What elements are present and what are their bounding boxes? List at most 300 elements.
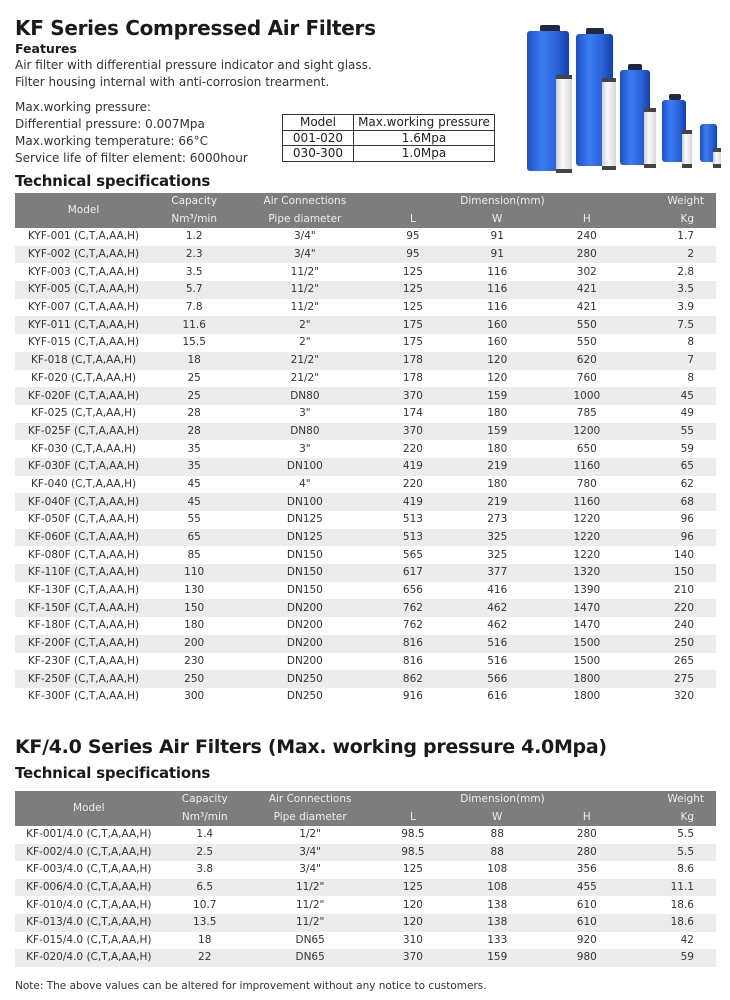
- cell-h: 1320: [542, 564, 632, 582]
- cell-l: 617: [373, 564, 452, 582]
- cell-h: 980: [542, 949, 632, 967]
- cell-weight: 42: [680, 933, 694, 946]
- cell-weight: 3.9: [677, 301, 694, 314]
- cell-w: 138: [487, 898, 508, 911]
- table-row: [15, 511, 716, 529]
- cell-pipe: DN100: [236, 493, 373, 511]
- cell-w: 159: [452, 949, 542, 967]
- table-row: [15, 281, 716, 299]
- cell-l: 120: [373, 914, 452, 932]
- cell-weight: 210: [673, 584, 694, 597]
- table-row: [15, 370, 716, 388]
- table-row: [15, 826, 716, 844]
- cell-weight: 275: [632, 670, 716, 688]
- cell-w: 416: [487, 584, 508, 597]
- table-row: [15, 617, 716, 635]
- cell-w: 462: [452, 599, 542, 617]
- col-capacity: Capacity: [152, 193, 236, 211]
- cell-pipe: 21/2": [236, 352, 373, 370]
- cell-capacity: 6.5: [163, 879, 247, 897]
- cell-model: KF-020/4.0 (C,T,A,AA,H): [15, 949, 163, 967]
- cell-h: 550: [542, 316, 632, 334]
- cell-weight: 5.5: [632, 844, 716, 862]
- cell-w: 566: [452, 670, 542, 688]
- cell-l: 862: [373, 670, 452, 688]
- cell-pipe: 21/2": [290, 371, 320, 384]
- cell-pipe: 11/2": [290, 265, 320, 278]
- cell-w: 120: [452, 352, 542, 370]
- cell-capacity: 2.3: [152, 246, 236, 264]
- col-w: W: [452, 809, 542, 827]
- cell-l: 98.5: [401, 828, 425, 841]
- cell-pipe: 11/2": [236, 281, 373, 299]
- cell-model: KF-130F (C,T,A,AA,H): [27, 584, 140, 597]
- table-row: [15, 316, 716, 334]
- cell-pipe: DN150: [236, 564, 373, 582]
- cell-l: 513: [373, 529, 452, 547]
- cell-pipe: DN150: [286, 548, 323, 561]
- cell-h: 1470: [542, 599, 632, 617]
- cell-h: 455: [542, 879, 632, 897]
- col-weight-unit: Kg: [632, 211, 716, 229]
- table-row: [15, 228, 716, 246]
- cell-pipe: DN100: [236, 458, 373, 476]
- cell-w: 116: [487, 301, 508, 314]
- cell-pipe: DN125: [286, 513, 323, 526]
- param-line: Service life of filter element: 6000hour: [15, 151, 248, 165]
- cell-h: 280: [576, 828, 597, 841]
- cell-l: 98.5: [373, 844, 452, 862]
- cell-h: 1390: [573, 584, 601, 597]
- cell-h: 1000: [542, 387, 632, 405]
- cell-h: 356: [576, 863, 597, 876]
- cell-w: 462: [487, 619, 508, 632]
- cell: 1.6Mpa: [354, 130, 495, 146]
- cell-capacity: 200: [152, 635, 236, 653]
- col-pipe: Pipe diameter: [247, 809, 373, 827]
- cell-weight: 240: [673, 619, 694, 632]
- cell-weight: 18.6: [632, 914, 716, 932]
- cell-l: 370: [373, 949, 452, 967]
- cell-pipe: DN125: [236, 529, 373, 547]
- col-weight: Weight: [632, 193, 716, 211]
- cell-l: 175: [402, 336, 423, 349]
- cell-l: 120: [402, 898, 423, 911]
- cell-model: KF-015/4.0 (C,T,A,AA,H): [26, 933, 152, 946]
- cell-w: 133: [487, 933, 508, 946]
- cell-h: 1200: [542, 423, 632, 441]
- cell-l: 419: [373, 458, 452, 476]
- cell-model: KF-230F (C,T,A,AA,H): [27, 654, 140, 667]
- cell-capacity: 3.8: [196, 863, 214, 876]
- table-row: [15, 458, 716, 476]
- cell-capacity: 28: [187, 407, 201, 420]
- cell-weight: 11.1: [632, 879, 716, 897]
- cell-pipe: 11/2": [290, 301, 320, 314]
- cell-weight: 65: [632, 458, 716, 476]
- cell-weight: 18.6: [670, 898, 694, 911]
- cell-h: 1160: [542, 493, 632, 511]
- table-row: [15, 688, 716, 706]
- cell-l: 419: [373, 493, 452, 511]
- cell-weight: 96: [680, 513, 694, 526]
- cell-weight: 8.6: [677, 863, 694, 876]
- param-line: Max.working pressure:: [15, 100, 151, 114]
- table-row: [15, 423, 716, 441]
- cell-pipe: 2": [236, 316, 373, 334]
- cell-model: KF-200F (C,T,A,AA,H): [15, 635, 152, 653]
- cell-l: 513: [402, 513, 423, 526]
- pressure-table: [282, 114, 495, 162]
- cell-pipe: DN200: [286, 654, 323, 667]
- cell-l: 178: [402, 371, 423, 384]
- cell-l: 125: [402, 863, 423, 876]
- col-pipe: Pipe diameter: [236, 211, 373, 229]
- cell-l: 220: [402, 442, 423, 455]
- cell-weight: 250: [632, 635, 716, 653]
- cell-l: 310: [402, 933, 423, 946]
- table-row: [15, 387, 716, 405]
- cell-model: KF-018 (C,T,A,AA,H): [15, 352, 152, 370]
- cell-capacity: 7.8: [185, 301, 203, 314]
- cell-h: 421: [542, 281, 632, 299]
- cell-w: 180: [487, 477, 508, 490]
- table-row: [15, 334, 716, 352]
- cell-w: 108: [452, 879, 542, 897]
- cell-model: KF-010/4.0 (C,T,A,AA,H): [26, 898, 152, 911]
- col-h: H: [542, 211, 632, 229]
- feature-line: Air filter with differential pressure indicator and sight glass.: [15, 58, 372, 72]
- cell-w: 273: [487, 513, 508, 526]
- cell-pipe: 4": [299, 477, 311, 490]
- cell-l: 178: [373, 352, 452, 370]
- cell-capacity: 18: [198, 933, 212, 946]
- cell-pipe: 3/4": [294, 230, 316, 243]
- cell-l: 370: [373, 387, 452, 405]
- cell-h: 1220: [573, 513, 601, 526]
- cell-w: 88: [490, 828, 504, 841]
- section-heading: Technical specifications: [15, 172, 211, 190]
- cell-l: 125: [402, 265, 423, 278]
- header-cell: Model: [283, 115, 354, 131]
- col-air: Air Connections: [247, 791, 373, 809]
- cell-pipe: 11/2": [295, 898, 325, 911]
- cell-capacity: 13.5: [163, 914, 247, 932]
- cell-pipe: DN65: [247, 949, 373, 967]
- table-row: [15, 932, 716, 950]
- table-row: [15, 879, 716, 897]
- table-row: [15, 529, 716, 547]
- cell-pipe: 3": [299, 442, 311, 455]
- cell-capacity: 28: [152, 423, 236, 441]
- cell-capacity: 11.6: [152, 316, 236, 334]
- table-row: [15, 635, 716, 653]
- cell-weight: 8: [687, 336, 694, 349]
- cell-model: KYF-007 (C,T,A,AA,H): [27, 301, 140, 314]
- cell-l: 220: [402, 477, 423, 490]
- cell-h: 610: [542, 914, 632, 932]
- cell-l: 565: [402, 548, 423, 561]
- cell-l: 125: [402, 301, 423, 314]
- cell-w: 116: [487, 265, 508, 278]
- cell-pipe: DN200: [236, 599, 373, 617]
- cell-capacity: 45: [187, 477, 201, 490]
- cell-model: KF-030 (C,T,A,AA,H): [30, 442, 137, 455]
- cell-weight: 7: [632, 352, 716, 370]
- cell-w: 159: [452, 423, 542, 441]
- cell-l: 816: [373, 635, 452, 653]
- cell-h: 1500: [573, 654, 601, 667]
- cell-pipe: DN65: [295, 933, 325, 946]
- table-row: [15, 844, 716, 862]
- cell-h: 302: [576, 265, 597, 278]
- cell-w: 180: [487, 407, 508, 420]
- col-capacity-unit: Nm³/min: [163, 809, 247, 827]
- cell-w: 377: [452, 564, 542, 582]
- cell-model: KYF-015 (C,T,A,AA,H): [27, 336, 140, 349]
- table-row: [15, 352, 716, 370]
- cell-h: 650: [576, 442, 597, 455]
- table-row: [15, 546, 716, 564]
- cell-l: 656: [402, 584, 423, 597]
- cell-model: KF-040F (C,T,A,AA,H): [15, 493, 152, 511]
- cell-weight: 59: [632, 949, 716, 967]
- cell-model: KF-002/4.0 (C,T,A,AA,H): [15, 844, 163, 862]
- cell-h: 1800: [573, 690, 601, 703]
- table-row: [15, 405, 716, 423]
- spec-table-kf40: [15, 791, 716, 967]
- table-row: [15, 861, 716, 879]
- cell: 030-300: [283, 146, 354, 162]
- col-l: L: [373, 211, 452, 229]
- cell-pipe: 1/2": [299, 828, 322, 841]
- cell-capacity: 35: [187, 442, 201, 455]
- table-row: [15, 670, 716, 688]
- cell-weight: 7.5: [632, 316, 716, 334]
- cell-capacity: 180: [184, 619, 205, 632]
- col-capacity: Capacity: [163, 791, 247, 809]
- cell-weight: 59: [680, 442, 694, 455]
- cell-w: 91: [490, 230, 504, 243]
- cell-model: KYF-001 (C,T,A,AA,H): [27, 230, 140, 243]
- cell-weight: 5.5: [677, 828, 694, 841]
- header-cell: Max.working pressure: [354, 115, 495, 131]
- table-row: [15, 582, 716, 600]
- cell-weight: 140: [673, 548, 694, 561]
- cell-model: KYF-005 (C,T,A,AA,H): [15, 281, 152, 299]
- cell-w: 219: [452, 493, 542, 511]
- cell-l: 95: [406, 230, 420, 243]
- cell-pipe: 3": [299, 407, 311, 420]
- col-w: W: [452, 211, 542, 229]
- cell-h: 280: [542, 844, 632, 862]
- table-row: [15, 949, 716, 967]
- cell-capacity: 1.4: [196, 828, 214, 841]
- cell-w: 516: [487, 654, 508, 667]
- col-model: Model: [15, 193, 152, 228]
- cell-h: 1470: [573, 619, 601, 632]
- cell-h: 620: [542, 352, 632, 370]
- cell-capacity: 45: [152, 493, 236, 511]
- cell-h: 610: [576, 898, 597, 911]
- table-row: [15, 263, 716, 281]
- page-title: KF Series Compressed Air Filters: [15, 16, 376, 40]
- table-row: [15, 564, 716, 582]
- param-line: Max.working temperature: 66°C: [15, 134, 208, 148]
- cell-model: KF-025 (C,T,A,AA,H): [30, 407, 137, 420]
- cell-weight: 96: [632, 529, 716, 547]
- features-heading: Features: [15, 41, 77, 56]
- cell-l: 816: [402, 654, 423, 667]
- cell-capacity: 25: [187, 371, 201, 384]
- cell-capacity: 130: [184, 584, 205, 597]
- cell-pipe: 3/4": [236, 246, 373, 264]
- cell-capacity: 25: [152, 387, 236, 405]
- param-line: Differential pressure: 0.007Mpa: [15, 117, 205, 131]
- cell-h: 1500: [542, 635, 632, 653]
- table-row: [15, 246, 716, 264]
- cell-h: 1160: [542, 458, 632, 476]
- col-capacity-unit: Nm³/min: [152, 211, 236, 229]
- spec-table-kf: [15, 193, 716, 706]
- cell-w: 160: [487, 336, 508, 349]
- cell-model: KF-150F (C,T,A,AA,H): [15, 599, 152, 617]
- cell-l: 762: [373, 599, 452, 617]
- col-h: H: [542, 809, 632, 827]
- cell-w: 516: [452, 635, 542, 653]
- cell-w: 219: [452, 458, 542, 476]
- cell-w: 180: [487, 442, 508, 455]
- table-row: [15, 493, 716, 511]
- cell-model: KYF-011 (C,T,A,AA,H): [15, 316, 152, 334]
- cell-capacity: 5.7: [152, 281, 236, 299]
- cell: 001-020: [283, 130, 354, 146]
- cell-model: KF-001/4.0 (C,T,A,AA,H): [26, 828, 152, 841]
- cell-model: KF-050F (C,T,A,AA,H): [27, 513, 140, 526]
- cell-capacity: 10.7: [193, 898, 217, 911]
- cell-w: 159: [452, 387, 542, 405]
- table-row: [15, 653, 716, 671]
- cell-w: 91: [452, 246, 542, 264]
- cell-capacity: 65: [152, 529, 236, 547]
- cell-h: 760: [576, 371, 597, 384]
- cell-model: KF-030F (C,T,A,AA,H): [15, 458, 152, 476]
- cell-h: 240: [576, 230, 597, 243]
- cell-pipe: DN80: [236, 387, 373, 405]
- product-image: [520, 20, 725, 175]
- cell-weight: 55: [632, 423, 716, 441]
- cell-capacity: 15.5: [182, 336, 206, 349]
- cell-weight: 265: [673, 654, 694, 667]
- cell-model: KF-020F (C,T,A,AA,H): [15, 387, 152, 405]
- cell-weight: 150: [632, 564, 716, 582]
- cell-capacity: 22: [163, 949, 247, 967]
- cell-model: KF-110F (C,T,A,AA,H): [15, 564, 152, 582]
- cell-pipe: 11/2": [247, 914, 373, 932]
- col-weight: Weight: [632, 791, 716, 809]
- cell-l: 125: [373, 281, 452, 299]
- cell-h: 550: [576, 336, 597, 349]
- col-dimension: Dimension(mm): [373, 193, 631, 211]
- cell-pipe: DN200: [236, 635, 373, 653]
- cell-w: 325: [487, 548, 508, 561]
- table-row: [15, 599, 716, 617]
- cell-model: KF-180F (C,T,A,AA,H): [27, 619, 140, 632]
- section-heading: Technical specifications: [15, 764, 211, 782]
- cell-h: 1220: [542, 529, 632, 547]
- cell-weight: 2: [632, 246, 716, 264]
- cell-weight: 3.5: [632, 281, 716, 299]
- cell-capacity: 1.2: [185, 230, 203, 243]
- cell-w: 616: [487, 690, 508, 703]
- cell-l: 174: [402, 407, 423, 420]
- cell-weight: 2.8: [677, 265, 694, 278]
- cell-model: KF-013/4.0 (C,T,A,AA,H): [15, 914, 163, 932]
- cell-capacity: 300: [184, 690, 205, 703]
- cell-h: 785: [576, 407, 597, 420]
- cell-model: KF-040 (C,T,A,AA,H): [30, 477, 137, 490]
- cell-pipe: DN250: [286, 690, 323, 703]
- cell-pipe: DN200: [286, 619, 323, 632]
- cell-capacity: 150: [152, 599, 236, 617]
- cell-capacity: 3.5: [185, 265, 203, 278]
- cell-l: 95: [373, 246, 452, 264]
- cell-model: KF-006/4.0 (C,T,A,AA,H): [15, 879, 163, 897]
- cell-capacity: 250: [152, 670, 236, 688]
- cell-weight: 220: [632, 599, 716, 617]
- cell-pipe: 2": [299, 336, 311, 349]
- cell-h: 421: [576, 301, 597, 314]
- table-row: [15, 299, 716, 317]
- cell-w: 325: [452, 529, 542, 547]
- cell-model: KF-080F (C,T,A,AA,H): [27, 548, 140, 561]
- cell-l: 370: [373, 423, 452, 441]
- cell-h: 1220: [573, 548, 601, 561]
- cell-w: 116: [452, 281, 542, 299]
- cell-h: 780: [576, 477, 597, 490]
- cell: 1.0Mpa: [354, 146, 495, 162]
- col-l: L: [373, 809, 452, 827]
- table-row: [15, 476, 716, 494]
- cell-weight: 62: [680, 477, 694, 490]
- table-row: [15, 440, 716, 458]
- cell-pipe: 3/4": [299, 863, 322, 876]
- cell-model: KF-025F (C,T,A,AA,H): [15, 423, 152, 441]
- cell-weight: 68: [632, 493, 716, 511]
- cell-weight: 49: [680, 407, 694, 420]
- cell-l: 916: [402, 690, 423, 703]
- cell-model: KF-003/4.0 (C,T,A,AA,H): [26, 863, 152, 876]
- cell-weight: 45: [632, 387, 716, 405]
- cell-model: KYF-003 (C,T,A,AA,H): [27, 265, 140, 278]
- cell-pipe: DN250: [236, 670, 373, 688]
- cell-capacity: 85: [187, 548, 201, 561]
- cell-w: 108: [487, 863, 508, 876]
- cell-l: 175: [373, 316, 452, 334]
- cell-w: 160: [452, 316, 542, 334]
- col-air: Air Connections: [236, 193, 373, 211]
- cell-w: 120: [487, 371, 508, 384]
- col-model: Model: [15, 791, 163, 826]
- cell-w: 88: [452, 844, 542, 862]
- cell-l: 125: [373, 879, 452, 897]
- cell-model: KF-060F (C,T,A,AA,H): [15, 529, 152, 547]
- col-dimension: Dimension(mm): [373, 791, 631, 809]
- footnote: Note: The above values can be altered for improvement without any notice to customers.: [15, 980, 487, 992]
- cell-h: 280: [542, 246, 632, 264]
- cell-weight: 8: [687, 371, 694, 384]
- col-weight-unit: Kg: [632, 809, 716, 827]
